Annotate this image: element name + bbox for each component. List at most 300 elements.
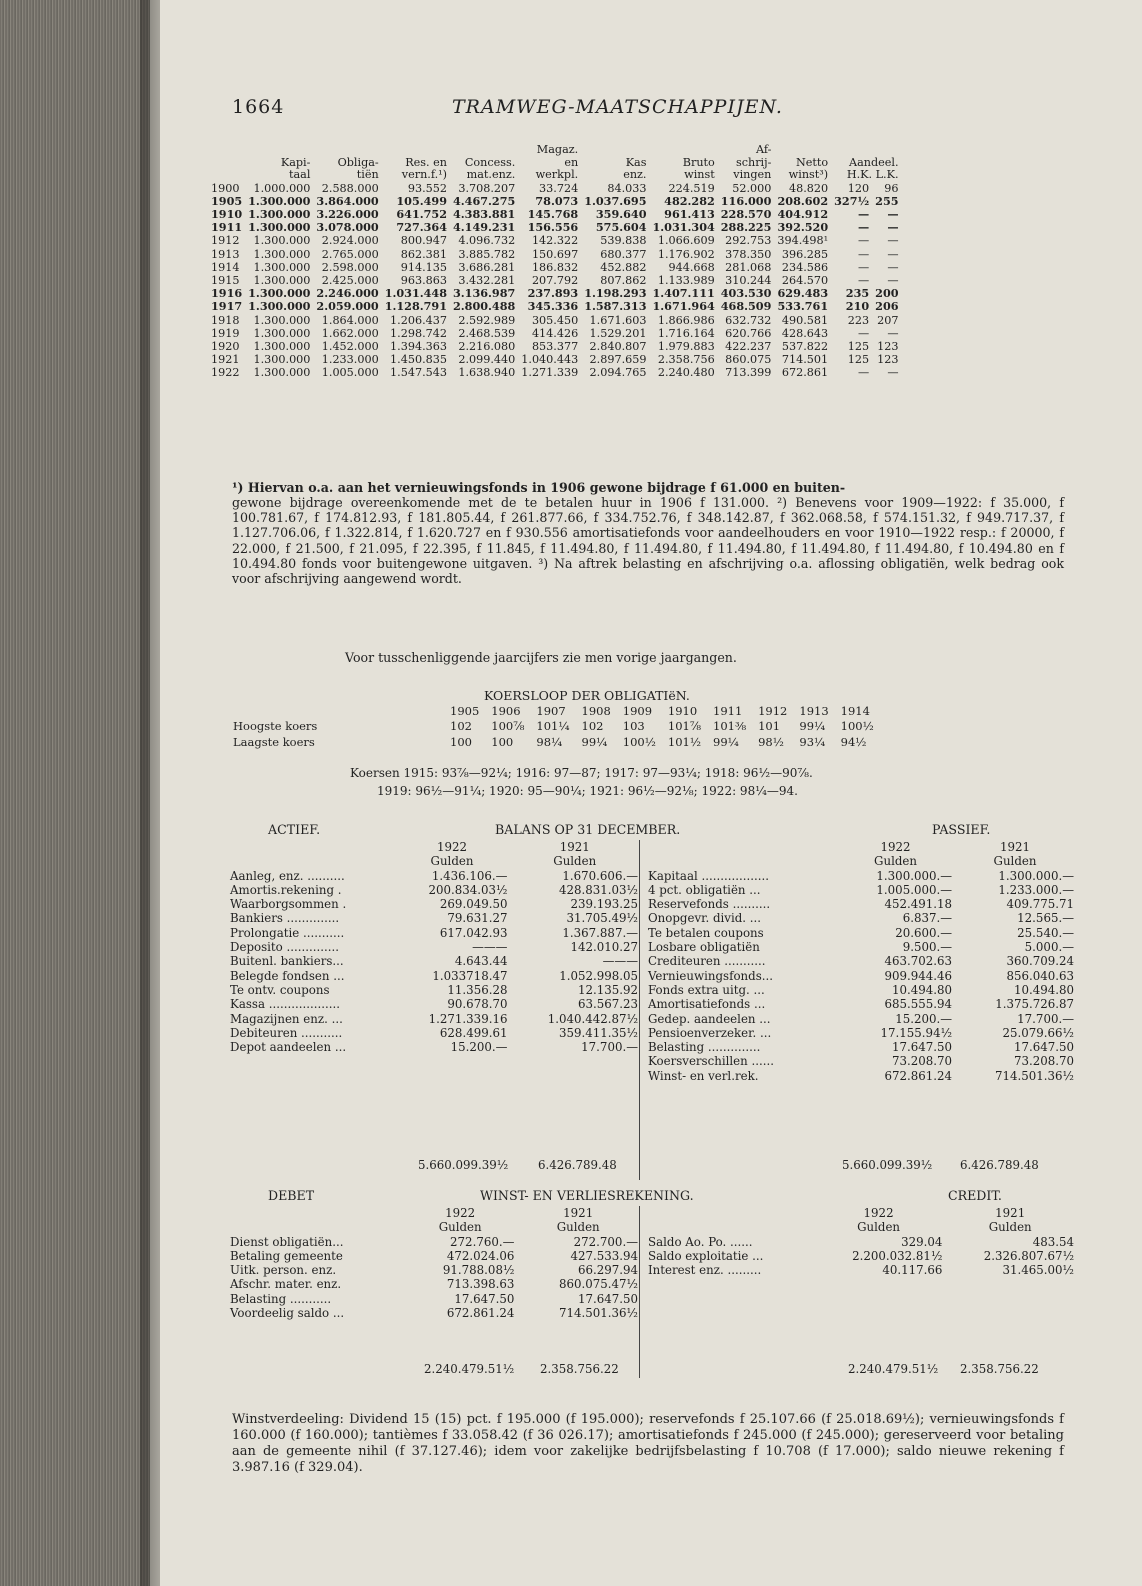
passief-label: Fonds extra uitg. ... [648, 982, 765, 997]
value-cell: 853.377 [531, 339, 579, 353]
debet-value-1922: 472.024.06 [446, 1248, 515, 1263]
koersloop-value: 103 [622, 719, 645, 733]
value-cell: 862.381 [400, 247, 447, 261]
value-cell: 414.426 [531, 326, 579, 340]
column-header: Netto [795, 155, 829, 169]
value-cell: 4.467.275 [452, 193, 516, 208]
value-cell: 1.300.000 [253, 339, 311, 353]
credit-unit-1922: Gulden [857, 1220, 901, 1235]
value-cell: 490.581 [781, 313, 829, 327]
passief-value-1922: 909.944.46 [884, 968, 953, 983]
value-cell: — [857, 234, 870, 248]
column-header: Res. en [405, 155, 447, 169]
actief-label: Deposito .............. [230, 940, 340, 955]
table-row [208, 248, 902, 261]
value-cell: 533.761 [777, 299, 829, 314]
table-header [208, 144, 902, 182]
winstverdeeling: Winstverdeeling: Dividend 15 (15) pct. f 195.000 (f 195.000); reservefonds f 25.107.66 (f 25.018.69½); vernieuwingsfonds f 160.000 (f 160.000); tantièmes f 33.058.42 (f 36 026.17); amortisatiefonds f 245.000 (f 245.000); gereserveerd voor betaling aan de gemeente nihil (f 37.127.46); idem voor zakelijke bedrijfsbelasting f 10.708 (f 17.000); saldo nieuwe rekening f 3.987.16 (f 329.04). [232, 1412, 1064, 1475]
koersloop-value: 98¼ [536, 735, 563, 749]
koersloop-year: 1911 [713, 704, 743, 718]
value-cell: — [887, 206, 899, 221]
passief-label: Belasting .............. [648, 1040, 761, 1055]
value-cell: 1.394.363 [390, 339, 447, 353]
credit-row [646, 1235, 1076, 1249]
value-cell: 961.413 [664, 206, 715, 221]
column-header: Kapi- [280, 155, 311, 169]
column-header: winst [684, 168, 715, 181]
value-cell: 93.552 [407, 181, 447, 195]
passief-value-1921: 1.300.000.— [998, 868, 1074, 883]
koersloop-year: 1912 [758, 704, 788, 718]
value-cell: 727.364 [396, 220, 447, 235]
value-cell: 1.005.000 [321, 366, 379, 380]
actief-value-1921: 17.700.— [581, 1040, 638, 1055]
actief-row [228, 883, 640, 897]
koersloop-value: 100½ [622, 735, 656, 749]
value-cell: 207 [877, 313, 899, 327]
debet-heading: DEBET [268, 1188, 315, 1203]
value-cell: 2.592.989 [458, 313, 516, 327]
actief-row [228, 969, 640, 983]
passief-value-1922: 685.555.94 [884, 997, 953, 1012]
actief-row [228, 940, 640, 954]
value-cell: 206 [875, 299, 899, 314]
column-header: enz. [623, 168, 647, 181]
column-header: mat.enz. [466, 168, 516, 181]
value-cell: 3.432.281 [458, 273, 516, 287]
koersloop-value: 102 [450, 719, 472, 733]
passief-label: Losbare obligatiën [648, 940, 760, 955]
value-cell: 4.096.732 [458, 234, 516, 248]
value-cell: 1.547.543 [390, 366, 447, 380]
passief-label: Vernieuwingsfonds... [648, 968, 774, 983]
actief-value-1922: 11.356.28 [447, 982, 508, 997]
debet-unit-1921: Gulden [556, 1220, 600, 1235]
year-cell: 1912 [211, 234, 240, 248]
book-page [160, 0, 1142, 1586]
credit-row [646, 1249, 1076, 1263]
passief-value-1922: 17.155.94½ [880, 1025, 953, 1040]
value-cell: 186.832 [531, 260, 579, 274]
debet-row [228, 1263, 640, 1277]
page-number: 1664 [232, 96, 285, 118]
actief-row [228, 997, 640, 1011]
year-cell: 1911 [211, 220, 243, 235]
actief-value-1921: 1.040.442.87½ [547, 1011, 638, 1026]
koersloop-year: 1907 [536, 704, 566, 718]
koersloop-value: 101⅜ [713, 719, 747, 733]
column-header [581, 144, 649, 157]
koersloop-value: 99¼ [713, 735, 739, 749]
value-cell: 327½ [834, 193, 870, 208]
value-cell: 1.300.000 [253, 313, 311, 327]
passief-label: Winst- en verl.rek. [648, 1068, 759, 1083]
running-title: TRAMWEG-MAATSCHAPPIJEN. [452, 96, 783, 118]
value-cell: 2.216.080 [458, 339, 516, 353]
passief-value-1922: 672.861.24 [884, 1068, 953, 1083]
value-cell: — [887, 260, 899, 274]
year-cell: 1922 [211, 366, 240, 380]
value-cell: 1.452.000 [321, 339, 379, 353]
header-row [208, 169, 902, 182]
debet-value-1922: 91.788.08½ [442, 1263, 515, 1278]
value-cell: 310.244 [725, 273, 772, 287]
value-cell: 4.383.881 [452, 206, 516, 221]
credit-heading: CREDIT. [948, 1188, 1002, 1203]
passief-value-1922: 73.208.70 [891, 1054, 953, 1069]
table-body [208, 182, 902, 380]
year-cell: 1915 [211, 273, 240, 287]
koersloop-value: 93¼ [799, 735, 826, 749]
passief-value-1921: 73.208.70 [1013, 1054, 1074, 1069]
actief-value-1921: 359.411.35½ [559, 1025, 638, 1040]
value-cell: 223 [847, 313, 870, 327]
koersloop-value: 100⅞ [491, 719, 525, 733]
value-cell: 105.499 [396, 193, 447, 208]
actief-row [228, 926, 640, 940]
value-cell: 2.840.807 [589, 339, 647, 353]
value-cell: 672.861 [781, 366, 829, 380]
passief-label: Amortisatiefonds ... [648, 997, 766, 1012]
balans-title: BALANS OP 31 DECEMBER. [495, 822, 681, 837]
value-cell: 120 [847, 181, 870, 195]
value-cell: 3.226.000 [316, 206, 379, 221]
table-row [208, 300, 902, 313]
passief-label: Onopgevr. divid. ... [648, 911, 762, 926]
value-cell: 3.708.207 [458, 181, 516, 195]
actief-label: Buitenl. bankiers... [230, 954, 344, 969]
value-cell: 2.765.000 [321, 247, 379, 261]
koersloop-value: 101 [758, 719, 781, 733]
passief-value-1922: 6.837.— [902, 911, 953, 926]
actief-label: Bankiers .............. [230, 911, 340, 926]
value-cell: — [887, 326, 899, 340]
actief-row [228, 1026, 640, 1040]
actief-value-1922: 15.200.— [450, 1040, 508, 1055]
koersloop-value: 99¼ [581, 735, 608, 749]
value-cell: 482.282 [664, 193, 715, 208]
actief-value-1921: 239.193.25 [570, 897, 638, 912]
passief-label: Crediteuren ........... [648, 954, 766, 969]
value-cell: 234.586 [781, 260, 829, 274]
debet-value-1921: 272.700.— [573, 1234, 638, 1249]
koersloop-label-header [232, 704, 444, 718]
column-header [450, 144, 518, 157]
credit-unit-1921: Gulden [988, 1220, 1032, 1235]
value-cell: 632.732 [725, 313, 772, 327]
actief-total-1921: 6.426.789.48 [538, 1158, 617, 1172]
year-cell: 1916 [211, 286, 243, 301]
value-cell: 359.640 [595, 206, 647, 221]
passief-value-1922: 9.500.— [902, 940, 953, 955]
passief-value-1922: 452.491.18 [884, 897, 953, 912]
passief-heading: PASSIEF. [932, 822, 991, 837]
debet-row [228, 1249, 640, 1263]
column-header: Concess. [464, 155, 516, 169]
table-row [208, 261, 902, 274]
value-cell: 452.882 [600, 260, 647, 274]
actief-label: Aanleg, enz. .......... [230, 868, 345, 883]
value-cell: 1.300.000 [253, 366, 311, 380]
koersloop-row-label: Laagste koers [233, 735, 315, 749]
passief-value-1921: 12.565.— [1017, 911, 1074, 926]
credit-label: Saldo Ao. Po. ...... [648, 1234, 753, 1249]
value-cell: 84.033 [607, 181, 647, 195]
value-cell: 1.638.940 [458, 366, 516, 380]
value-cell: 3.864.000 [316, 193, 379, 208]
year-cell: 1905 [211, 193, 243, 208]
value-cell: 1.206.437 [390, 313, 447, 327]
passief-value-1921: 1.233.000.— [998, 882, 1074, 897]
passief-row [646, 926, 1076, 940]
debet-total-1921: 2.358.756.22 [540, 1362, 619, 1376]
value-cell: 255 [875, 193, 899, 208]
value-cell: 537.822 [781, 339, 829, 353]
value-cell: 404.912 [777, 206, 829, 221]
passief-value-1921: 360.709.24 [1006, 954, 1074, 969]
actief-value-1921: 63.567.23 [577, 997, 638, 1012]
column-header: tiën [356, 168, 379, 181]
value-cell: 1.671.964 [652, 299, 715, 314]
column-header: werkpl. [535, 168, 579, 181]
passief-label: Kapitaal .................. [648, 868, 769, 883]
winst-title: WINST- EN VERLIESREKENING. [480, 1188, 694, 1203]
passief-label: 4 pct. obligatiën ... [648, 882, 761, 897]
value-cell: — [887, 247, 899, 261]
actief-row [228, 983, 640, 997]
koersloop-row [232, 718, 880, 734]
debet-value-1922: 713.398.63 [446, 1277, 515, 1292]
debet-row [228, 1306, 640, 1320]
value-cell: 207.792 [531, 273, 579, 287]
year-cell: 1917 [211, 299, 243, 314]
year-cell: 1920 [211, 339, 240, 353]
debet-label: Afschr. mater. enz. [230, 1277, 342, 1292]
value-cell: 235 [845, 286, 870, 301]
passief-total-1921: 6.426.789.48 [960, 1158, 1039, 1172]
passief-row [646, 983, 1076, 997]
value-cell: 2.598.000 [321, 260, 379, 274]
actief-label: Belegde fondsen ... [230, 968, 345, 983]
value-cell: 1.233.000 [321, 353, 379, 367]
passief-row [646, 911, 1076, 925]
passief-value-1921: 409.775.71 [1006, 897, 1074, 912]
value-cell: 116.000 [720, 193, 772, 208]
yearly-figures-table [208, 144, 902, 380]
koersloop-value: 101¼ [536, 719, 570, 733]
koersloop-value: 101⅞ [667, 719, 701, 733]
credit-table [646, 1206, 1076, 1277]
column-header: taal [289, 168, 311, 181]
year-cell: 1921 [211, 353, 240, 367]
koersloop-title: KOERSLOOP DER OBLIGATIëN. [484, 688, 690, 703]
actief-unit-1922: Gulden [430, 854, 474, 869]
value-cell: 150.697 [531, 247, 579, 261]
column-header: Bruto [682, 155, 715, 169]
value-cell: 378.350 [725, 247, 772, 261]
year-cell: 1900 [211, 181, 240, 195]
credit-value-1922: 329.04 [901, 1234, 943, 1249]
value-cell: 468.509 [720, 299, 772, 314]
year-header [208, 169, 245, 182]
value-cell: 800.947 [400, 234, 447, 248]
value-cell: 1.864.000 [321, 313, 379, 327]
passief-row [646, 954, 1076, 968]
value-cell: 145.768 [527, 206, 579, 221]
actief-label: Amortis.rekening . [230, 882, 342, 897]
value-cell: 1.300.000 [248, 299, 311, 314]
value-cell: 1.000.000 [253, 181, 311, 195]
value-cell: — [857, 273, 870, 287]
value-cell: 1.587.313 [584, 299, 647, 314]
debet-value-1922: 17.647.50 [454, 1291, 515, 1306]
koersloop-value: 94½ [840, 735, 867, 749]
value-cell: 2.099.440 [458, 353, 516, 367]
actief-value-1921: 428.831.03½ [559, 882, 638, 897]
actief-label: Magazijnen enz. ... [230, 1011, 343, 1026]
koersloop-year: 1914 [840, 704, 870, 718]
credit-value-1922: 40.117.66 [882, 1263, 943, 1278]
passief-row [646, 940, 1076, 954]
debet-label: Betaling gemeente [230, 1248, 343, 1263]
actief-row [228, 869, 640, 883]
koersloop-year-row [232, 704, 880, 718]
koersloop-row [232, 734, 880, 750]
actief-value-1921: 31.705.49½ [566, 911, 638, 926]
value-cell: 2.059.000 [316, 299, 379, 314]
value-cell: — [857, 220, 870, 235]
value-cell: 680.377 [600, 247, 647, 261]
actief-label: Waarborgsommen . [230, 897, 347, 912]
actief-value-1922: 628.499.61 [439, 1025, 508, 1040]
value-cell: 1.300.000 [248, 220, 311, 235]
value-cell: 1.031.448 [384, 286, 447, 301]
value-cell: 1.300.000 [248, 206, 311, 221]
koersloop-year: 1906 [491, 704, 521, 718]
debet-unit-1922: Gulden [438, 1220, 482, 1235]
actief-total-1922: 5.660.099.39½ [418, 1158, 509, 1172]
passief-value-1921: 856.040.63 [1006, 968, 1074, 983]
passief-row [646, 869, 1076, 883]
table-row [208, 327, 902, 340]
value-cell: 2.588.000 [321, 181, 379, 195]
passief-value-1921: 17.647.50 [1013, 1040, 1074, 1055]
value-cell: 1.450.835 [390, 353, 447, 367]
column-header: Aandeel. [849, 155, 899, 169]
debet-year-1921: 1921 [563, 1206, 594, 1220]
actief-heading: ACTIEF. [268, 822, 321, 837]
value-cell: 1.176.902 [657, 247, 715, 261]
actief-table [228, 840, 640, 1054]
passief-label: Reservefonds .......... [648, 897, 771, 912]
actief-value-1921: 1.052.998.05 [559, 968, 638, 983]
debet-row [228, 1277, 640, 1291]
value-cell: 914.135 [400, 260, 447, 274]
value-cell: 963.863 [400, 273, 447, 287]
koersen-line-2: 1919: 96½—91¼; 1920: 95—90¼; 1921: 96½—92⅛; 1922: 98¼—94. [377, 784, 798, 798]
passief-value-1921: 714.501.36½ [995, 1068, 1074, 1083]
value-cell: 125 [847, 353, 870, 367]
value-cell: 156.556 [527, 220, 579, 235]
value-cell: 1.662.000 [321, 326, 379, 340]
value-cell: 428.643 [781, 326, 829, 340]
koersloop-value: 101½ [667, 735, 701, 749]
year-header [208, 144, 245, 157]
value-cell: — [887, 234, 899, 248]
passief-row [646, 1040, 1076, 1054]
passief-row [646, 883, 1076, 897]
table-row [208, 221, 902, 234]
passief-value-1922: 15.200.— [895, 1011, 953, 1026]
passief-value-1921: 25.540.— [1017, 925, 1074, 940]
value-cell: 713.399 [725, 366, 772, 380]
debet-table [228, 1206, 640, 1320]
actief-value-1921: 1.367.887.— [562, 925, 638, 940]
value-cell: 2.468.539 [458, 326, 516, 340]
year-cell: 1914 [211, 260, 240, 274]
value-cell: 123 [877, 339, 899, 353]
actief-value-1922: ——— [472, 940, 508, 955]
debet-label: Dienst obligatiën... [230, 1234, 344, 1249]
column-header [649, 144, 717, 157]
value-cell: 394.498¹ [777, 234, 829, 248]
value-cell: 224.519 [668, 181, 715, 195]
value-cell: 2.246.000 [316, 286, 379, 301]
value-cell: 1.298.742 [390, 326, 447, 340]
passief-row [646, 1026, 1076, 1040]
value-cell: 1.031.304 [652, 220, 715, 235]
year-cell: 1919 [211, 326, 240, 340]
value-cell: 305.450 [531, 313, 579, 327]
passief-value-1922: 17.647.50 [891, 1040, 953, 1055]
passief-row [646, 897, 1076, 911]
value-cell: 228.570 [720, 206, 772, 221]
actief-row [228, 911, 640, 925]
value-cell: 396.285 [781, 247, 829, 261]
column-header [382, 144, 450, 157]
passief-row [646, 1012, 1076, 1026]
value-cell: — [857, 247, 870, 261]
table-row [208, 340, 902, 353]
koersloop-value: 98½ [758, 735, 784, 749]
table-row [208, 353, 902, 366]
value-cell: 2.094.765 [589, 366, 647, 380]
value-cell: 208.602 [777, 193, 829, 208]
column-header: Magaz. [536, 143, 579, 156]
value-cell: 288.225 [720, 220, 772, 235]
debet-row [228, 1292, 640, 1306]
value-cell: 1.300.000 [248, 193, 311, 208]
value-cell: 807.862 [600, 273, 647, 287]
footnote-body: gewone bijdrage overeenkomende met de te betalen huur in 1906 f 131.000. ²) Benevens voor 1909—1922: f 35.000, f 100.781.67, f 174.812.93, f 181.805.44, f 261.877.66, f 334.752.76, f 348.142.87, f 362.068.58, f 574.151.32, f 949.717.37, f 1.127.706.06, f 1.322.814, f 1.620.727 en f 930.556 amortisatiefonds voor aandeelhouders en voor 1910—1922 resp.: f 20000, f 22.000, f 21.500, f 21.095, f 22.395, f 11.845, f 11.494.80, f 11.494.80, f 11.494.80, f 11.494.80, f 11.494.80, f 10.494.80 en f 10.494.80 fonds voor buitengewone uitgaven. ³) Na aftrek belasting en afschrijving o.a. aflossing obligatiën, welk bedrag ook voor afschrijving aangewend wordt. [232, 495, 1064, 587]
debet-value-1921: 17.647.50 [577, 1291, 638, 1306]
value-cell: 281.068 [725, 260, 772, 274]
value-cell: 422.237 [725, 339, 772, 353]
passief-value-1922: 1.005.000.— [876, 882, 953, 897]
koersloop-year: 1913 [799, 704, 829, 718]
koersloop-year: 1910 [667, 704, 698, 718]
actief-value-1922: 79.631.27 [447, 911, 508, 926]
column-header: Af- [755, 143, 772, 156]
value-cell: 48.820 [788, 181, 829, 195]
debet-value-1921: 66.297.94 [577, 1263, 638, 1278]
book-spine [0, 0, 150, 1586]
passief-value-1921: 17.700.— [1017, 1011, 1074, 1026]
debet-value-1921: 860.075.47½ [559, 1277, 638, 1292]
actief-value-1922: 1.033718.47 [432, 968, 508, 983]
value-cell: 210 [845, 299, 870, 314]
koersloop-value: 99¼ [799, 719, 826, 733]
